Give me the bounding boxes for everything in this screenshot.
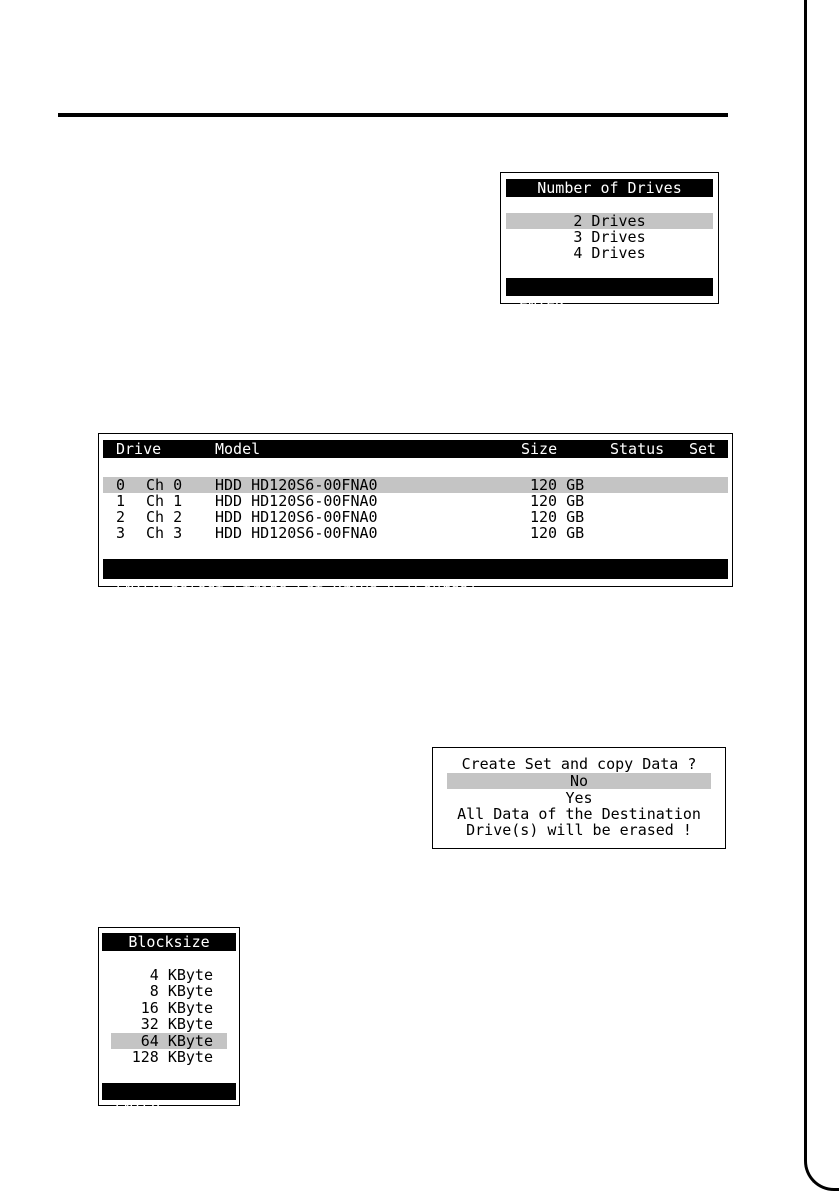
cell-drive: 1 (116, 492, 126, 510)
header-size: Size (521, 440, 558, 458)
option-4-drives[interactable]: 4 Drives (573, 244, 646, 262)
option-no[interactable]: No (447, 773, 711, 789)
cell-model: HDD HD120S6-00FNA0 (215, 508, 378, 526)
dialog-footer (102, 1083, 236, 1134)
dialog-title: Number of Drives (506, 179, 713, 197)
cell-model: HDD HD120S6-00FNA0 (215, 476, 378, 494)
warning-text-line2: Drive(s) will be erased ! (466, 821, 692, 839)
option-3-drives[interactable]: 3 Drives (573, 228, 646, 246)
option-8-kbyte[interactable]: 8 KByte (149, 982, 213, 1000)
table-header (103, 440, 728, 458)
confirm-dialog (432, 747, 726, 849)
cell-channel: Ch 3 (146, 524, 183, 542)
cell-size: 120 GB (530, 492, 585, 510)
table-row[interactable] (103, 477, 728, 493)
cell-drive: 2 (116, 508, 126, 526)
header-model: Model (215, 440, 261, 458)
cell-size: 120 GB (530, 524, 585, 542)
header-status: Status (610, 440, 665, 458)
table-row[interactable] (103, 525, 728, 541)
cell-drive: 0 (116, 476, 126, 494)
cell-channel: Ch 0 (146, 476, 183, 494)
confirm-question: Create Set and copy Data ? (461, 755, 697, 773)
esc-return-hint[interactable]: ESC return (627, 600, 718, 618)
enter-key-hint[interactable]: ENTER (115, 1099, 161, 1117)
enter-key-hint[interactable]: ENTER (519, 296, 565, 314)
table-row[interactable] (103, 509, 728, 525)
table-row[interactable] (103, 493, 728, 509)
esc-key-hint[interactable]: ESC (671, 314, 699, 332)
table-footer (103, 559, 728, 618)
warning-text-line1: All Data of the Destination (457, 805, 701, 823)
header-rule (58, 113, 728, 117)
dialog-footer (506, 278, 713, 332)
option-2-drives[interactable]: 2 Drives (506, 213, 713, 229)
cell-drive: 3 (116, 524, 126, 542)
option-16-kbyte[interactable]: 16 KByte (140, 999, 213, 1017)
cell-model: HDD HD120S6-00FNA0 (215, 492, 378, 510)
option-4-kbyte[interactable]: 4 KByte (149, 966, 213, 984)
header-set: Set (689, 440, 717, 458)
number-of-drives-dialog (500, 172, 719, 332)
cell-channel: Ch 2 (146, 508, 183, 526)
page-edge (804, 0, 839, 1191)
esc-key-hint[interactable]: ESC (198, 1116, 226, 1134)
cell-model: HDD HD120S6-00FNA0 (215, 524, 378, 542)
option-64-kbyte[interactable]: 64 KByte (111, 1033, 227, 1049)
blocksize-dialog (98, 927, 240, 1134)
option-32-kbyte[interactable]: 32 KByte (140, 1015, 213, 1033)
cell-size: 120 GB (530, 476, 585, 494)
header-drive: Drive (116, 440, 162, 458)
cell-size: 120 GB (530, 508, 585, 526)
cell-channel: Ch 1 (146, 492, 183, 510)
option-yes[interactable]: Yes (565, 789, 593, 807)
enter-select-hint[interactable]: ENTER select Stripe Set Drive 0 (Source) (116, 580, 478, 598)
option-128-kbyte[interactable]: 128 KByte (131, 1048, 213, 1066)
dialog-title: Blocksize (102, 933, 236, 951)
drive-table-dialog (98, 433, 733, 618)
